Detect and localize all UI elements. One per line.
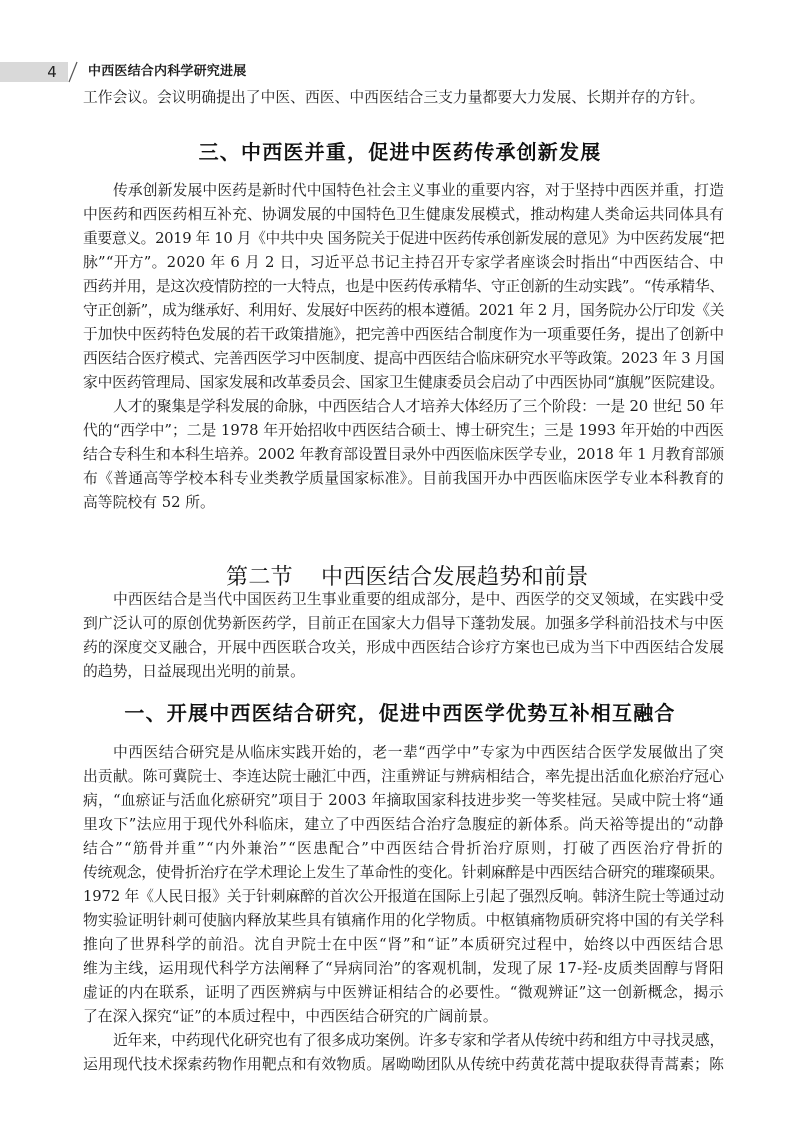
text-line: 结合”“筋骨并重”“内外兼治”“医患配合”中西医结合骨折治疗原则，打破了西医治疗骨折的 [83, 840, 724, 857]
text-line: 药的深度交叉融合，开展中西医联合攻关，形成中西医结合诊疗方案也已成为当下中西医结合发展 [83, 639, 724, 656]
text-line: 人才的聚集是学科发展的命脉，中西医结合人才培养大体经历了三个阶段：一是 20 世纪 50 年 [113, 398, 724, 415]
subsection-body [83, 741, 724, 1077]
section-label: 第二节 [226, 565, 293, 590]
text-line: 传承创新发展中医药是新时代中国特色社会主义事业的重要内容，对于坚持中西医并重，打造 [113, 182, 724, 199]
text-line: 里攻下”法应用于现代外科临床，建立了中西医结合治疗急腹症的新体系。尚天裕等提出的“动静 [83, 816, 724, 833]
text-line: 重要意义。2019 年 10 月《中共中央 国务院关于促进中医药传承创新发展的意见》为中医药发展“把 [83, 230, 724, 247]
paragraph [83, 741, 724, 1029]
text-line: 中西医结合是当代中国医药卫生事业重要的组成部分，是中、西医学的交叉领域，在实践中受 [113, 591, 724, 608]
previous-paragraph-tail [83, 86, 724, 110]
chapter-section-heading [0, 533, 800, 590]
paragraph [83, 588, 724, 684]
text-line: 出贡献。陈可冀院士、李连达院士融汇中西，注重辨证与辨病相结合，率先提出活血化瘀治疗冠心 [83, 768, 724, 785]
text-line: 西药并用，是这次疫情防控的一大特点，也是中医药传承精华、守正创新的生动实践”。“传承精华、 [83, 278, 724, 295]
header-separator-slash [66, 60, 80, 84]
subsection-heading: 一、开展中西医结合研究，促进中西医学优势互补相互融合 [124, 701, 676, 725]
section-title: 中西医结合发展趋势和前景 [320, 565, 589, 590]
text-line: 于加快中医药特色发展的若干政策措施》，把完善中西医结合制度作为一项重要任务，提出了创新中 [83, 326, 724, 343]
text-line: 病，“血瘀证与活血化瘀研究”项目于 2003 年摘取国家科技进步奖一等奖桂冠。吴咸中院士将“通 [83, 792, 724, 809]
text-line: 虚证的内在联系，证明了西医辨病与中医辨证相结合的必要性。“微观辨证”这一创新概念，揭示 [83, 984, 724, 1001]
text-line: 代的“西学中”；二是 1978 年开始招收中西医结合硕士、博士研究生；三是 1993 年开始的中西医 [83, 422, 724, 439]
text-line: 中西医结合研究是从临床实践开始的，老一辈“西学中”专家为中西医结合医学发展做出了突 [113, 744, 724, 761]
text-line: 近年来，中药现代化研究也有了很多成功案例。许多专家和学者从传统中药和组方中寻找灵感， [113, 1032, 724, 1049]
text-line: 高等院校有 52 所。 [83, 494, 215, 511]
text-line: 推向了世界科学的前沿。沈自尹院士在中医“肾”和“证”本质研究过程中，始终以中西医结合思 [83, 936, 724, 953]
text-line: 运用现代技术探索药物作用靶点和有效物质。屠呦呦团队从传统中药黄花蒿中提取获得青蒿素；陈 [83, 1056, 724, 1073]
section-body [83, 588, 724, 684]
text-line: 1972 年《人民日报》关于针刺麻醉的首次公开报道在国际上引起了强烈反响。韩济生院士等通过动 [83, 888, 724, 905]
text-line: 维为主线，运用现代科学方法阐释了“异病同治”的客观机制，发现了尿 17-羟-皮质类固醇与肾阳 [83, 960, 724, 977]
text-line: 布《普通高等学校本科专业类教学质量国家标准》。目前我国开办中西医临床医学专业本科教育的 [83, 470, 724, 487]
text-line: 传统观念，使骨折治疗在学术理论上发生了革命性的变化。针刺麻醉是中西医结合研究的璀璨硕果。 [83, 864, 724, 881]
paragraph [83, 1029, 724, 1077]
text-line: 了在深入探究“证”的本质过程中，中西医结合研究的广阔前景。 [83, 1008, 498, 1025]
text-line: 工作会议。会议明确提出了中医、西医、中西医结合三支力量都要大力发展、长期并存的方针。 [83, 89, 705, 106]
text-line: 西医结合医疗模式、完善西医学习中医制度、提高中西医结合临床研究水平等政策。2023 年 3 月国 [83, 350, 724, 367]
page-number: 4 [47, 63, 57, 81]
text-line: 家中医药管理局、国家发展和改革委员会、国家卫生健康委员会启动了中西医协同“旗舰”医院建设。 [83, 374, 724, 391]
text-line: 守正创新”，成为继承好、利用好、发展好中医药的根本遵循。2021 年 2 月，国务院办公厅印发《关 [83, 302, 725, 319]
text-line: 中医药和西医药相互补充、协调发展的中国特色卫生健康发展模式，推动构建人类命运共同体具有 [83, 206, 724, 223]
text-line: 到广泛认可的原创优势新医药学，目前正在国家大力倡导下蓬勃发展。加强多学科前沿技术与中医 [83, 615, 724, 632]
paragraph [83, 395, 724, 515]
text-line: 脉”“开方”。2020 年 6 月 2 日，习近平总书记主持召开专家学者座谈会时指出“中西医结合、中 [83, 254, 724, 271]
text-line: 结合专科生和本科生培养。2002 年教育部设置目录外中西医临床医学专业，2018 年 1 月教育部颁 [83, 446, 724, 463]
section-body [83, 179, 724, 515]
section-heading: 三、中西医并重，促进中医药传承创新发展 [198, 140, 602, 164]
paragraph [83, 179, 724, 395]
book-title: 中西医结合内科学研究进展 [88, 64, 247, 79]
text-line: 物实验证明针刺可使脑内释放某些具有镇痛作用的化学物质。中枢镇痛物质研究将中国的有关学科 [83, 912, 724, 929]
text-line: 的趋势，日益展现出光明的前景。 [83, 663, 305, 680]
